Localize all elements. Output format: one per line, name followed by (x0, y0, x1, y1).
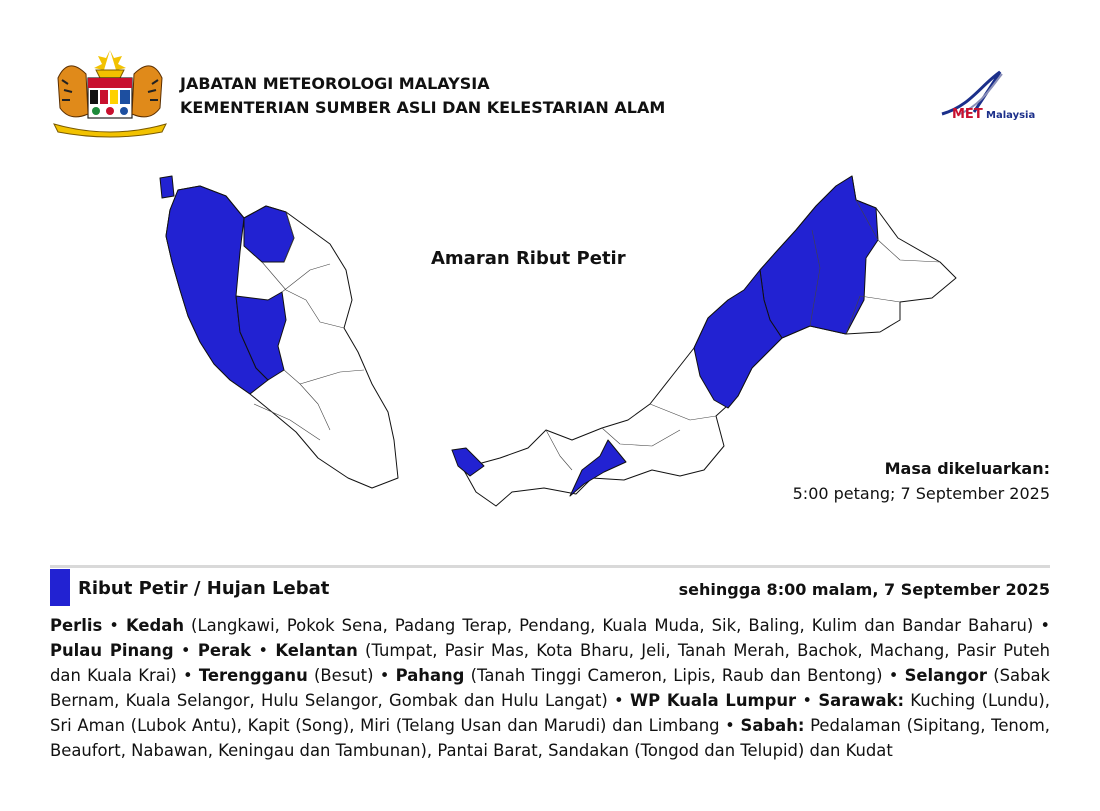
area-detail: (Tanah Tinggi Cameron, Lipis, Raub dan Bentong) (464, 666, 883, 685)
area-separator: • (173, 641, 198, 660)
area-separator: • (373, 666, 396, 685)
area-state-name: Perak (197, 641, 252, 660)
area-detail: (Besut) (307, 666, 374, 685)
area-state-name: WP Kuala Lumpur (630, 691, 797, 710)
area-detail: Kuching (Lundu), Sri Aman (Lubok Antu), Kapit (Song), Miri (Telang Usan dan Marudi) dan Limbang (50, 691, 1051, 735)
warning-color-bar (50, 569, 70, 606)
warning-valid-until: sehingga 8:00 malam, 7 September 2025 (678, 580, 1050, 599)
agency-name: JABATAN METEOROLOGI MALAYSIA (180, 74, 490, 93)
issued-time: 5:00 petang; 7 September 2025 (792, 484, 1050, 503)
area-state-name: Terengganu (198, 666, 308, 685)
area-separator: • (607, 691, 630, 710)
ministry-name: KEMENTERIAN SUMBER ASLI DAN KELESTARIAN ALAM (180, 98, 666, 117)
issued-label: Masa dikeluarkan: (884, 459, 1050, 478)
area-state-name: Sarawak: (818, 691, 904, 710)
organisation-header (180, 72, 665, 120)
area-separator: • (719, 716, 741, 735)
area-separator: • (176, 666, 199, 685)
area-separator: • (102, 616, 126, 635)
warning-title: Ribut Petir / Hujan Lebat (78, 578, 330, 599)
issued-time-block (793, 456, 1050, 506)
area-detail: (Sabak Bernam, Kuala Selangor, Hulu Selangor, Gombak dan Hulu Langat) (50, 666, 1051, 710)
map-title: Amaran Ribut Petir (431, 248, 626, 269)
malaysia-coat-of-arms-icon (50, 48, 170, 138)
area-detail: Pedalaman (Sipitang, Tenom, Beaufort, Nabawan, Keningau dan Tambunan), Pantai Barat, Sandakan (Tongod dan Telupid) dan Kudat (50, 716, 1051, 760)
area-separator: • (882, 666, 905, 685)
area-state-name: Perlis (50, 616, 103, 635)
warned-region-langkawi (160, 176, 174, 198)
area-separator: • (796, 691, 819, 710)
area-state-name: Kedah (126, 616, 184, 635)
section-divider (50, 565, 1050, 568)
area-state-name: Pulau Pinang (50, 641, 174, 660)
logo-text-malaysia: Malaysia (986, 110, 1036, 121)
area-detail: (Langkawi, Pokok Sena, Padang Terap, Pendang, Kuala Muda, Sik, Baling, Kulim dan Bandar Baharu) (184, 616, 1034, 635)
area-detail: (Tumpat, Pasir Mas, Kota Bharu, Jeli, Tanah Merah, Bachok, Machang, Pasir Puteh dan Kuala Krai) (50, 641, 1051, 685)
area-state-name: Sabah: (740, 716, 805, 735)
area-state-name: Selangor (904, 666, 987, 685)
met-malaysia-logo-icon (930, 66, 1050, 126)
warning-areas-text (50, 613, 1050, 763)
area-separator: • (1033, 616, 1050, 635)
logo-text-met: MET (952, 107, 983, 122)
area-state-name: Kelantan (275, 641, 358, 660)
area-state-name: Pahang (395, 666, 465, 685)
area-separator: • (251, 641, 276, 660)
